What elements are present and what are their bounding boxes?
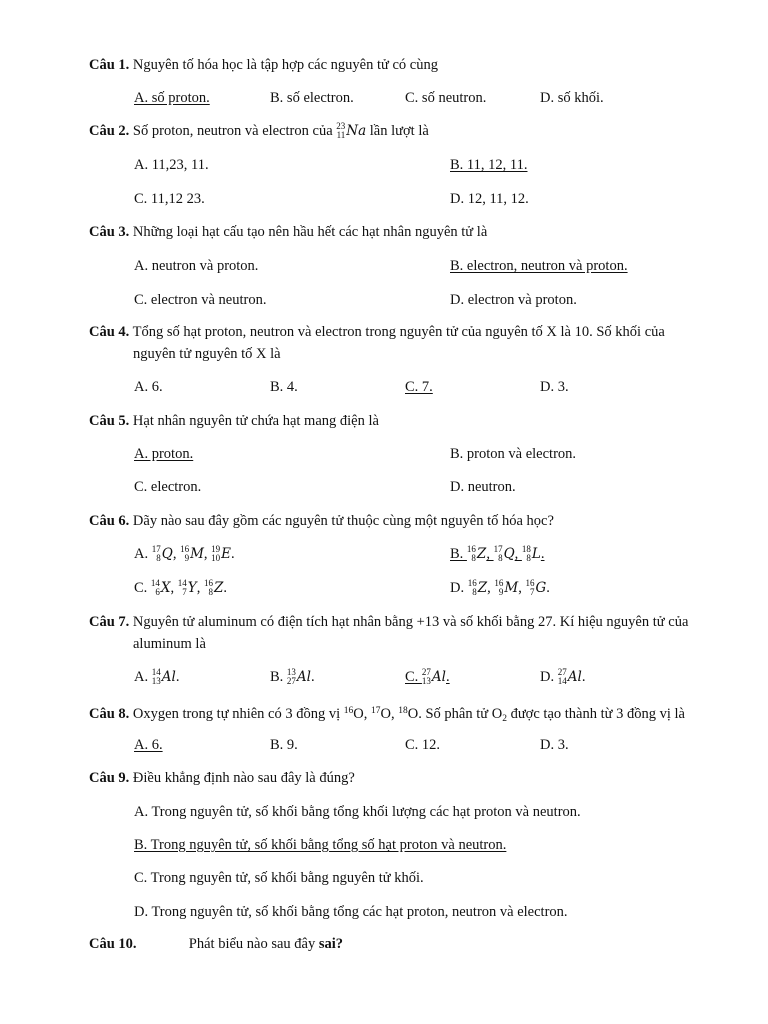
nuclide-symbol: 16 8 Z [467,577,488,597]
question-10 [89,933,729,955]
option-2a[interactable]: A. 11,23, 11. [134,157,209,173]
question-8 [89,700,749,730]
option-7a[interactable]: A. 14 13 Al. [134,666,180,686]
option-3d[interactable]: D. electron và proton. [450,292,577,308]
question-label: Câu 4. [89,324,130,340]
question-text: Dãy nào sau đây gồm các nguyên tử thuộc cùng một nguyên tố hóa học? [132,513,554,529]
nuclide-symbol: 16 9 M [180,543,204,563]
nuclide-symbol: 14 7 Y [177,577,197,597]
option-letter: C. [134,580,151,596]
question-text: Tổng số hạt proton, neutron và electron trong nguyên tử của nguyên tố X là 10. Số khối của [132,324,665,340]
question-label: Câu 6. [89,513,130,529]
nuclide-symbol: 13 27 Al [286,666,311,686]
option-letter: A. [134,669,152,685]
option-2b[interactable]: B. 11, 12, 11. [450,157,528,173]
question-label: Câu 9. [89,770,130,786]
option-6b[interactable]: B. 16 8 Z, 17 8 Q, 18 8 L. [450,543,545,563]
option-6d[interactable]: D. 16 8 Z, 16 9 M, 16 7 G. [450,577,550,597]
nuclide-symbol: 16 8 Z [203,577,224,597]
option-3c[interactable]: C. electron và neutron. [134,292,267,308]
option-letter: C. [405,669,422,685]
question-1 [89,54,729,76]
question-label: Câu 10. [89,936,137,952]
question-text-continued: nguyên tử nguyên tố X là [133,346,281,362]
question-text-emphasis: sai? [318,936,344,952]
option-9c[interactable]: C. Trong nguyên tử, số khối bằng nguyên tử khối. [134,870,424,886]
option-2c[interactable]: C. 11,12 23. [134,191,205,207]
nuclide-symbol: 14 6 X [150,577,171,597]
option-8b[interactable]: B. 9. [270,737,298,753]
option-9b[interactable]: B. Trong nguyên tử, số khối bằng tổng số hạt proton và neutron. [134,837,507,853]
nuclide-symbol: 16 7 G [525,577,547,597]
question-text: Điều khẳng định nào sau đây là đúng? [132,770,355,786]
question-text-continued: aluminum là [133,636,206,652]
question-label: Câu 1. [89,57,130,73]
question-text: Oxygen trong tự nhiên có 3 đồng vị $^{16}$O, $^{17}$O, $^{18}$O. Số phân tử $O_2$ được tạo thành từ 3 đồng vị là [132,706,685,724]
option-letter: D. [540,669,558,685]
option-letter: A. [134,546,152,562]
nuclide-symbol: 19 10 E [211,543,231,563]
option-7c[interactable]: C. 27 13 Al. [405,666,450,686]
question-text: Phát biểu nào sau đây [188,936,319,952]
nuclide-symbol: 14 13 Al [151,666,176,686]
option-4c[interactable]: C. 7. [405,379,433,395]
question-label: Câu 2. [89,123,130,139]
option-2d[interactable]: D. 12, 11, 12. [450,191,529,207]
nuclide-symbol: 16 8 Z [466,543,487,563]
nuclide-symbol: 18 8 L [521,543,541,563]
option-4d[interactable]: D. 3. [540,379,569,395]
option-letter: B. [450,546,467,562]
option-9d[interactable]: D. Trong nguyên tử, số khối bằng tổng các hạt proton, neutron và electron. [134,904,568,920]
option-5c[interactable]: C. electron. [134,479,202,495]
option-8a[interactable]: A. 6. [134,737,163,753]
question-text-end: lần lượt là [366,123,429,139]
option-4a[interactable]: A. 6. [134,379,163,395]
option-1c[interactable]: C. số neutron. [405,90,487,106]
question-7 [89,611,729,655]
question-6 [89,510,729,532]
question-text: Nguyên tử aluminum có điện tích hạt nhân bằng +13 và số khối bằng 27. Kí hiệu nguyên tử của [132,614,689,630]
option-1a[interactable]: A. số proton. [134,90,210,106]
question-text: Hạt nhân nguyên tử chứa hạt mang điện là [132,413,379,429]
option-5a[interactable]: A. proton. [134,446,194,462]
question-label: Câu 5. [89,413,130,429]
question-label: Câu 8. [89,706,130,722]
nuclide-symbol: 17 8 Q [493,543,515,563]
question-text: Số proton, neutron và electron của [132,123,337,139]
option-1b[interactable]: B. số electron. [270,90,354,106]
option-8d[interactable]: D. 3. [540,737,569,753]
option-7d[interactable]: D. 27 14 Al. [540,666,586,686]
option-letter: D. [450,580,468,596]
question-4 [89,321,729,365]
question-text: Nguyên tố hóa học là tập hợp các nguyên tử có cùng [132,57,438,73]
question-label: Câu 3. [89,224,130,240]
option-8c[interactable]: C. 12. [405,737,441,753]
option-1d[interactable]: D. số khối. [540,90,604,106]
option-3b[interactable]: B. electron, neutron và proton. [450,258,628,274]
question-label: Câu 7. [89,614,130,630]
sodium-nuclide-symbol: 23 11 Na [336,120,367,140]
option-9a[interactable]: A. Trong nguyên tử, số khối bằng tổng khối lượng các hạt proton và neutron. [134,804,581,820]
question-2 [89,120,729,142]
option-4b[interactable]: B. 4. [270,379,298,395]
question-5 [89,410,729,432]
option-6c[interactable]: C. 14 6 X, 14 7 Y, 16 8 Z. [134,577,227,597]
option-6a[interactable]: A. 17 8 Q, 16 9 M, 19 10 E. [134,543,235,563]
question-text: Những loại hạt cấu tạo nên hầu hết các hạt nhân nguyên tử là [132,224,488,240]
question-3 [89,221,729,243]
nuclide-symbol: 17 8 Q [151,543,173,563]
nuclide-symbol: 27 14 Al [557,666,582,686]
option-3a[interactable]: A. neutron và proton. [134,258,259,274]
option-5b[interactable]: B. proton và electron. [450,446,577,462]
nuclide-symbol: 27 13 Al [421,666,446,686]
option-5d[interactable]: D. neutron. [450,479,516,495]
option-letter: B. [270,669,287,685]
question-9 [89,767,729,789]
nuclide-symbol: 16 9 M [494,577,519,597]
option-7b[interactable]: B. 13 27 Al. [270,666,315,686]
